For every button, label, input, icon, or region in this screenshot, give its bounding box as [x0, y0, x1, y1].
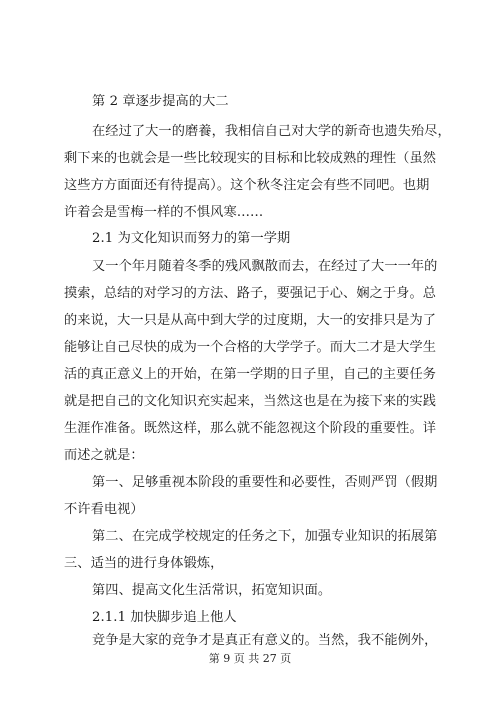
- body-line: 这些方方面面还有待提高）。这个秋冬注定会有些不同吧。也期: [64, 178, 430, 193]
- subsection-heading: 2.1.1 加快脚步追上他人: [92, 610, 237, 625]
- body-line: 而述之就是：: [64, 448, 144, 463]
- body-line: 在经过了大一的磨養，我相信自己对大学的新奇也遗失殆尽，: [92, 124, 451, 139]
- list-item-line: 第二、在完成学校规定的任务之下，加强专业知识的拓展第: [92, 529, 438, 544]
- list-item-line: 不许看电视）: [64, 502, 144, 517]
- body-line: 的来说，大一只是从高中到大学的过度期，大一的安排只是为了: [64, 313, 437, 328]
- chapter-heading: 第 2 章逐步提高的大二: [92, 94, 229, 109]
- body-line: 就是把自己的文化知识充实起来，当然这也是在为接下来的实践: [64, 394, 437, 409]
- body-line: 活的真正意义上的开始，在第一学期的日子里，自己的主要任务: [64, 367, 437, 382]
- body-line: 能够让自己尽快的成为一个合格的大学学子。而大二才是大学生: [64, 340, 437, 355]
- list-item-line: 第一、足够重视本阶段的重要性和必要性，否则严罚（假期: [92, 475, 438, 490]
- body-line: 又一个年月随着冬季的残风飘散而去，在经过了大一一年的: [92, 259, 438, 274]
- body-line: 竞争是大家的竞争才是真正有意义的。当然，我不能例外，: [92, 633, 438, 648]
- list-item-line: 第四、提高文化生活常识，拓宽知识面。: [92, 583, 332, 598]
- body-line: 摸索，总结的对学习的方法、路子，要强记于心、娴之于身。总: [64, 286, 437, 301]
- section-heading: 2.1 为文化知识而努力的第一学期: [92, 231, 291, 246]
- body-line: 生涯作准备。既然这样，那么就不能忽视这个阶段的重要性。详: [64, 421, 437, 436]
- body-line: 许着会是雪梅一样的不惧风寒……: [64, 205, 264, 220]
- page-number-footer: 第 9 页 共 27 页: [208, 652, 292, 665]
- body-line: 剩下来的也就会是一些比较现实的目标和比较成熟的理性（虽然: [64, 151, 437, 166]
- list-item-line: 三、适当的进行身体锻炼，: [64, 556, 224, 571]
